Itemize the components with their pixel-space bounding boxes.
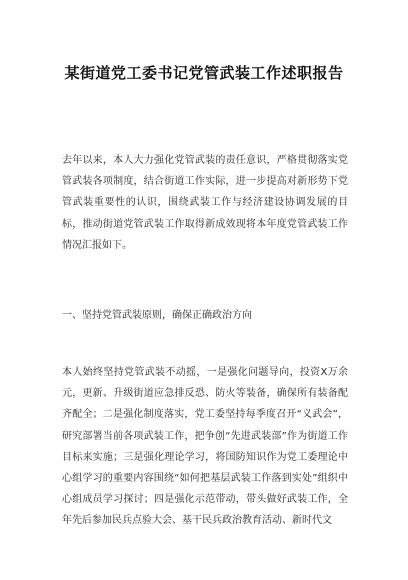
section-heading: 一、坚持党管武装原则，确保正确政治方向 [62, 310, 252, 321]
document-title: 某街道党工委书记党管武装工作述职报告 [64, 64, 344, 82]
body-paragraph: 本人始终坚持党管武装不动摇，一是强化问题导向，投资X万余元，更新、升级街道应急排反恐、防火等装备，确保所有装备配齐配全；二是强化制度落实，党工委坚持每季度召开“义武会”，研究部署当前各项武装工作，把争创“先进武装部”作为街道工作目标来实施；三是强化理论学习，将国防知识作为党工委理论中心组学习的重要内容围绕“如何把基层武装工作落到实处”组织中心组成员学习探讨；四是强化示范带动，带头做好武装工作，全年先后参加民兵点验大会、基干民兵政治教育活动、新时代文 [62, 367, 348, 527]
intro-paragraph: 去年以来，本人大力强化党管武装的责任意识，严格贯彻落实党管武装各项制度，结合街道工作实际，进一步提高对新形势下党管武装重要性的认识，围绕武装工作与经济建设协调发展的目标，推动街道党管武装工作取得新成效现将本年度党管武装工作情况汇报如下。 [62, 155, 348, 251]
